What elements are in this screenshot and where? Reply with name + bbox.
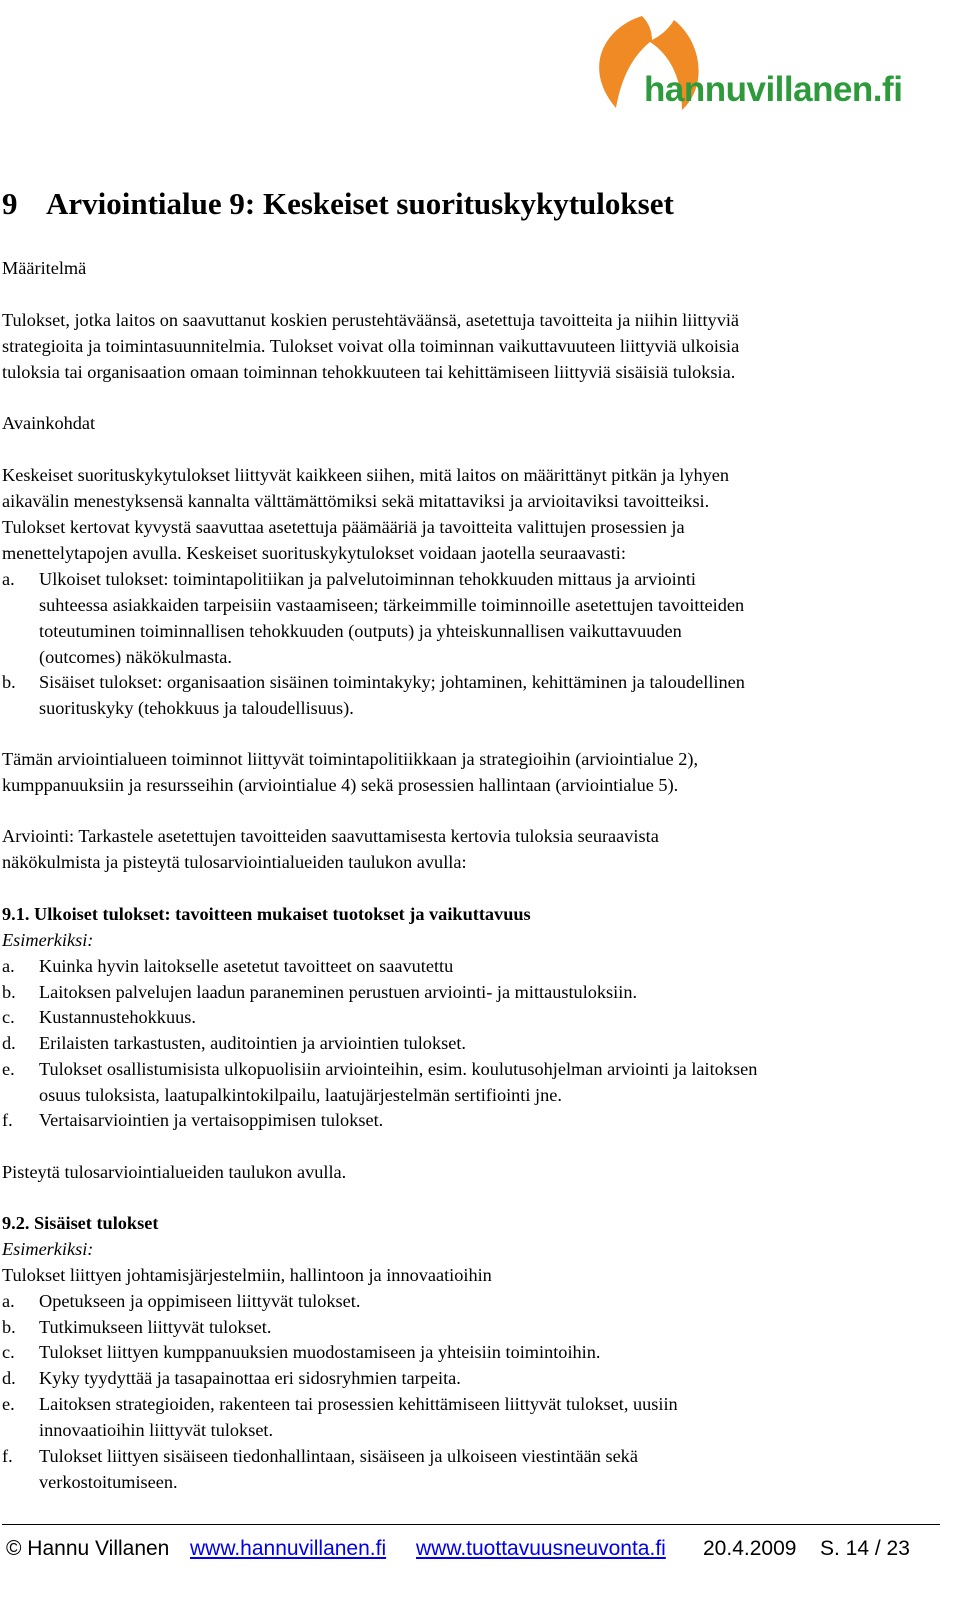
relations-line-2: kumppanuuksiin ja resursseihin (arviointialue 4) sekä prosessien hallintaan (arviointialue 5).: [2, 775, 679, 795]
list-item: [2, 566, 744, 670]
list-marker: a.: [2, 956, 15, 976]
list-item-line: Laitoksen strategioiden, rakenteen tai prosessien kehittämiseen liittyvät tulokset, uusiin: [39, 1394, 678, 1414]
section-number: 9: [2, 186, 18, 221]
assessment-line-2: näkökulmista ja pisteytä tulosarviointialueiden taulukon avulla:: [2, 852, 467, 872]
list-item-line: Sisäiset tulokset: organisaation sisäinen toimintakyky; johtaminen, kehittäminen ja taloudellinen: [39, 672, 745, 692]
footer-page-number: S. 14 / 23: [820, 1537, 910, 1560]
logo-text: hannuvillanen.fi: [644, 70, 903, 109]
footer-divider: [2, 1524, 940, 1525]
list-item: [2, 1056, 757, 1108]
list-marker: b.: [2, 982, 16, 1002]
list-item-text: Tulokset liittyen kumppanuuksien muodostamiseen ja yhteisiin toimintoihin.: [39, 1342, 601, 1362]
list-item: [2, 669, 745, 721]
section-91-examples-label: Esimerkiksi:: [2, 930, 94, 950]
list-item-text: Laitoksen palvelujen laadun paraneminen perustuen arviointi- ja mittaustuloksiin.: [39, 982, 638, 1002]
list-item-text: Erilaisten tarkastusten, auditointien ja arviointien tulokset.: [39, 1033, 466, 1053]
definition-line-1: Tulokset, jotka laitos on saavuttanut koskien perustehtäväänsä, asetettuja tavoitteita ja niihin liittyviä: [2, 310, 740, 330]
footer-link-text[interactable]: www.hannuvillanen.fi: [190, 1537, 387, 1560]
definition-line-2: strategioita ja toimintasuunnitelmia. Tulokset voivat olla toiminnan vaikuttavuuteen liittyviä ulkoisia: [2, 336, 740, 356]
key-points-line-3: Tulokset kertovat kyvystä saavuttaa asetettuja päämääriä ja tavoitteita valittujen prosessien ja: [2, 517, 685, 537]
relations-line-1: Tämän arviointialueen toiminnot liittyvät toimintapolitiikkaan ja strategioihin (arviointialue 2),: [2, 749, 699, 769]
list-item: [2, 1288, 360, 1314]
list-marker: a.: [2, 569, 15, 589]
list-item-text: Opetukseen ja oppimiseen liittyvät tulokset.: [39, 1291, 361, 1311]
list-item-line: verkostoitumiseen.: [39, 1472, 178, 1492]
section-91-title: 9.1. Ulkoiset tulokset: tavoitteen mukaiset tuotokset ja vaikuttavuus: [2, 904, 531, 924]
list-marker: e.: [2, 1059, 15, 1079]
assessment-line-1: Arviointi: Tarkastele asetettujen tavoitteiden saavuttamisesta kertovia tuloksia seuraavista: [2, 826, 659, 846]
list-marker: f.: [2, 1110, 13, 1130]
list-item-text: Tutkimukseen liittyvät tulokset.: [39, 1317, 272, 1337]
section-title: Arviointialue 9: Keskeiset suorituskykytulokset: [46, 186, 674, 221]
page-title: [2, 186, 674, 222]
list-item-line: osuus tuloksista, laatupalkintokilpailu, laatujärjestelmän sertifiointi jne.: [39, 1085, 562, 1105]
section-92-title: 9.2. Sisäiset tulokset: [2, 1213, 159, 1233]
list-item-text: Kuinka hyvin laitokselle asetetut tavoitteet on saavutettu: [39, 956, 454, 976]
definition-label: Määritelmä: [2, 258, 87, 278]
list-item-text: Vertaisarviointien ja vertaisoppimisen tulokset.: [39, 1110, 384, 1130]
list-marker: d.: [2, 1033, 16, 1053]
list-item-line: (outcomes) näkökulmasta.: [39, 647, 232, 667]
list-item: [2, 1314, 271, 1340]
key-points-line-4: menettelytapojen avulla. Keskeiset suorituskykytulokset voidaan jaotella seuraavasti:: [2, 543, 626, 563]
list-item: [2, 1030, 466, 1056]
section-91-score-note: Pisteytä tulosarviointialueiden taulukon avulla.: [2, 1162, 347, 1182]
footer-author: © Hannu Villanen: [6, 1537, 170, 1560]
list-marker: c.: [2, 1007, 15, 1027]
list-marker: f.: [2, 1446, 13, 1466]
list-marker: b.: [2, 1317, 16, 1337]
footer-link-hannuvillanen[interactable]: [190, 1537, 386, 1561]
list-item-line: suhteessa asiakkaiden tarpeisiin vastaamiseen; tärkeimmille toiminnoille asetettujen tavoitteiden: [39, 595, 745, 615]
list-item-line: suorituskyky (tehokkuus ja taloudellisuus).: [39, 698, 354, 718]
key-points-label: Avainkohdat: [2, 413, 96, 433]
list-item: [2, 1365, 461, 1391]
key-points-line-2: aikavälin menestyksensä kannalta välttämättömiksi sekä mitattaviksi ja arvioitaviksi tavoitteiksi.: [2, 491, 710, 511]
list-marker: d.: [2, 1368, 16, 1388]
list-marker: c.: [2, 1342, 15, 1362]
footer-link-tuottavuusneuvonta[interactable]: [416, 1537, 666, 1561]
list-item: [2, 953, 453, 979]
list-marker: a.: [2, 1291, 15, 1311]
footer-date: 20.4.2009: [703, 1537, 797, 1560]
list-item: [2, 1107, 383, 1133]
list-item: [2, 1004, 196, 1030]
list-item-line: Tulokset liittyen sisäiseen tiedonhallintaan, sisäiseen ja ulkoiseen viestintään sekä: [39, 1446, 638, 1466]
list-item-line: toteutuminen toiminnallisen tehokkuuden (outputs) ja yhteiskunnallisen vaikuttavuuden: [39, 621, 682, 641]
section-92-intro: Tulokset liittyen johtamisjärjestelmiin, hallintoon ja innovaatioihin: [2, 1265, 492, 1285]
list-item-line: innovaatioihin liittyvät tulokset.: [39, 1420, 274, 1440]
list-item-text: Kyky tyydyttää ja tasapainottaa eri sidosryhmien tarpeita.: [39, 1368, 461, 1388]
definition-line-3: tuloksia tai organisaation omaan toiminnan tehokkuuteen tai kehittämiseen liittyviä sisäisiä tuloksia.: [2, 362, 736, 382]
list-marker: e.: [2, 1394, 15, 1414]
list-item: [2, 979, 637, 1005]
section-92-examples-label: Esimerkiksi:: [2, 1239, 94, 1259]
list-item: [2, 1391, 678, 1443]
key-points-line-1: Keskeiset suorituskykytulokset liittyvät kaikkeen siihen, mitä laitos on määrittänyt pitkän ja lyhyen: [2, 465, 730, 485]
list-item: [2, 1339, 600, 1365]
list-item-line: Ulkoiset tulokset: toimintapolitiikan ja palvelutoiminnan tehokkuuden mittaus ja arviointi: [39, 569, 697, 589]
list-item-line: Tulokset osallistumisista ulkopuolisiin arviointeihin, esim. koulutusohjelman arviointi ja laitoksen: [39, 1059, 758, 1079]
list-marker: b.: [2, 672, 16, 692]
list-item-text: Kustannustehokkuus.: [39, 1007, 196, 1027]
list-item: [2, 1443, 638, 1495]
footer-link-text[interactable]: www.tuottavuusneuvonta.fi: [416, 1537, 666, 1560]
